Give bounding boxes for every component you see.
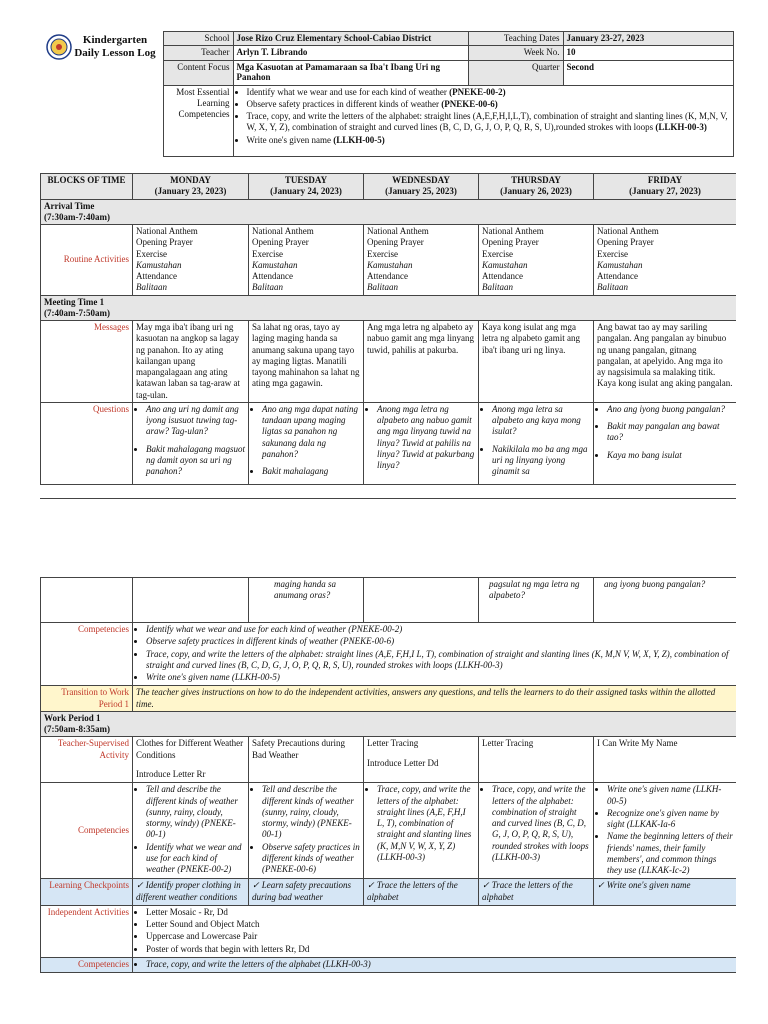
comp-wed [364, 783, 479, 879]
day-name: WEDNESDAY [392, 175, 450, 185]
mec-code: (LLKH-00-5) [333, 134, 385, 145]
checkpoint-list [482, 880, 590, 903]
page-2-table [40, 577, 736, 1024]
comp-item: • Trace, copy, and write the letters of the alphabet: combination of straight and curved lines (B, C, D, G, J, O, P, Q, R, S, U), rounded strokes with loops (LLKH-00-3) [492, 784, 590, 863]
routine-item: Opening Prayer [482, 237, 539, 248]
checkpoint-item: ✓ Trace the letters of the alphabet [482, 880, 590, 903]
comp-item: • Name the beginning letters of their friends' names, their family members', and common things they use (LLKAK-Ic-2) [607, 831, 733, 876]
question-item: • Ano ang mga dapat nating tandaan upang maging ligtas sa panahon ng sakunang dala ng panahon? [262, 404, 360, 460]
header [40, 31, 733, 157]
routine-item: National Anthem [482, 226, 544, 236]
questions-wed [364, 402, 479, 485]
tsa-wed [364, 737, 479, 783]
checkpoint-item: ✓ Write one's given name [597, 880, 733, 891]
questions-fri [594, 402, 737, 485]
question-item: • Anong mga letra ng alpabeto ang nabuo gamit ang mga linyang tuwid na linya? Tuwid at pahilis na linya? Tuwid at pakurbang linya? [377, 404, 475, 472]
question-list [136, 404, 245, 478]
lc-mon [133, 879, 249, 906]
routine-item: Attendance [482, 271, 523, 281]
activity-item: • Poster of words that begin with letters Rr, Dd [146, 944, 733, 955]
messages-row [41, 321, 737, 403]
activity-item: • Uppercase and Lowercase Pair [146, 931, 733, 942]
competency-item: • Trace, copy, and write the letters of the alphabet: straight lines (A,E, F,H,I L, T), combination of straight and slanting lines (K, M,N V, W, X, Y, Z), combination of straight and curved lines (B, C, D, G, J, O, P, Q, R, S, U), rounded strokes with loops (LLKH-00-3) [146, 649, 733, 672]
checkpoint-list [252, 880, 360, 903]
day-date: (January 26, 2023) [500, 186, 572, 197]
question-item: • Ano ang iyong buong pangalan? [607, 404, 733, 415]
last-comp-label: Competencies [41, 957, 133, 972]
routine-label: Routine Activities [41, 225, 133, 296]
routine-item: Kamustahan [597, 259, 643, 270]
meeting-time: (7:40am-7:50am) [44, 307, 110, 318]
comp-tue [249, 783, 364, 879]
routine-item: National Anthem [597, 226, 659, 236]
blocks-header: BLOCKS OF TIME [41, 174, 133, 200]
transition-row [41, 686, 737, 712]
arrival-row [41, 199, 737, 225]
days-header-row [41, 174, 737, 200]
last-row [41, 957, 737, 972]
comp-item: • Identify what we wear and use for each kind of weather (PNEKE-00-2) [146, 842, 245, 876]
tsa-title: Safety Precautions during Bad Weather [252, 738, 345, 760]
competencies-cell [133, 623, 737, 686]
lc-row [41, 879, 737, 906]
mec-label: Most Essential Learning Competencies [163, 85, 233, 156]
mec-item [247, 99, 730, 110]
routine-item: Attendance [136, 271, 177, 281]
comp-list [597, 784, 733, 876]
competency-item: • Observe safety practices in different kinds of weather (PNEKE-00-6) [146, 636, 733, 647]
carry-label [41, 578, 133, 623]
lc-label: Learning Checkpoints [41, 879, 133, 906]
work-period-time: (7:50am-8:35am) [44, 724, 110, 734]
mec-text: Write one's given name [246, 134, 334, 145]
teacher-label: Teacher [163, 46, 233, 60]
checkpoint-item: ✓ Identify proper clothing in different weather conditions [136, 880, 245, 903]
mec-text: Observe safety practices in different kinds of weather [246, 98, 442, 109]
lc-tue [249, 879, 364, 906]
mec-code: (PNEKE-00-6) [441, 98, 498, 109]
routine-item: Exercise [367, 248, 398, 259]
comp-list [252, 784, 360, 875]
activity-item: • Letter Mosaic - Rr, Dd [146, 907, 733, 918]
checkpoint-item: ✓ Trace the letters of the alphabet [367, 880, 475, 903]
day-date: (January 24, 2023) [270, 186, 342, 197]
competency-item: • Write one's given name (LLKH-00-5) [146, 672, 733, 683]
transition-text: The teacher gives instructions on how to do the independent activities, answers any questions, and tells the learners to do their assigned tasks within the allotted time. [133, 686, 737, 712]
questions-label: Questions [41, 402, 133, 485]
focus-value: Mga Kasuotan at Pamamaraan sa Iba't Ibang Uri ng Panahon [233, 60, 468, 85]
day-date: (January 27, 2023) [629, 186, 701, 197]
tsa-tue [249, 737, 364, 783]
mec-code: (PNEKE-00-2) [449, 86, 506, 97]
routine-item: Attendance [252, 271, 293, 281]
school-label: School [163, 32, 233, 46]
lc-thu [479, 879, 594, 906]
message-thu: Kaya kong isulat ang mga letra ng alpabeto gamit ang iba't ibang uri ng linya. [479, 321, 594, 403]
question-list [482, 404, 590, 478]
dll-table-1 [40, 173, 736, 485]
arrival-time: (7:30am-7:40am) [44, 211, 110, 222]
day-header-thu [479, 174, 594, 200]
questions-mon [133, 402, 249, 485]
questions-tue [249, 402, 364, 485]
routine-item: Exercise [597, 248, 628, 259]
work-period-row [41, 711, 737, 737]
routine-item: Exercise [136, 248, 167, 259]
routine-item: Balitaan [482, 282, 513, 293]
routine-item: Opening Prayer [136, 237, 193, 248]
routine-cell-fri [594, 225, 737, 296]
comp-list [482, 784, 590, 863]
routine-item: Exercise [482, 248, 513, 259]
work-period-cell [41, 711, 737, 737]
routine-row [41, 225, 737, 296]
routine-item: Balitaan [252, 282, 283, 293]
comp-item: • Trace, copy, and write the letters of the alphabet: straight lines (A,E, F,H,I L, T), combination of straight and slanting lines (K, M,N V, W, X, Y, Z) (LLKH-00-3) [377, 784, 475, 863]
carry-mon [133, 578, 249, 623]
meeting-cell [41, 295, 737, 321]
carry-wed [364, 578, 479, 623]
tsa-row [41, 737, 737, 783]
last-comp-item: • Trace, copy, and write the letters of the alphabet (LLKH-00-3) [146, 959, 733, 970]
checkpoint-item: ✓ Learn safety precautions during bad weather [252, 880, 360, 903]
comp-item: • Tell and describe the different kinds of weather (sunny, rainy, cloudy, stormy, windy) (PNEKE-00-1) [146, 784, 245, 840]
day-name: THURSDAY [511, 175, 561, 185]
lc-fri [594, 879, 737, 906]
carry-tue: maging handa sa anumang oras? [249, 578, 364, 623]
question-item: • Ano ang uri ng damit ang iyong isusuot tuwing tag-araw? Tag-ulan? [146, 404, 245, 438]
tsa-title: Clothes for Different Weather Conditions [136, 738, 244, 760]
day-header-mon [133, 174, 249, 200]
ia-list [136, 907, 733, 955]
day-date: (January 23, 2023) [154, 186, 227, 197]
routine-item: Balitaan [136, 282, 167, 293]
ia-cell [133, 905, 737, 957]
arrival-cell [41, 199, 737, 225]
mec-text: Identify what we wear and use for each kind of weather [246, 86, 450, 97]
teacher-value: Arlyn T. Librando [233, 46, 468, 60]
mec-list [237, 87, 730, 146]
question-item: • Nakikilala mo ba ang mga uri ng linyang iyong ginamit sa [492, 444, 590, 478]
routine-cell-thu [479, 225, 594, 296]
meeting-row [41, 295, 737, 321]
school-value: Jose Rizo Cruz Elementary School-Cabiao District [233, 32, 468, 46]
focus-label: Content Focus [163, 60, 233, 85]
message-fri: Ang bawat tao ay may sariling pangalan. Ang pangalan ay binubuo ng unang pangalan, gitnang pangalan, at apelyido. Ang mga ito ay nagsisimula sa malaking titik. Kaya kong isulat ang aking pangalan. [594, 321, 737, 403]
comp-item: • Tell and describe the different kinds of weather (sunny, rainy, cloudy, stormy, windy) (PNEKE-00-1) [262, 784, 360, 840]
meeting-title: Meeting Time 1 [44, 296, 105, 307]
questions-row [41, 402, 737, 485]
checkpoint-list [367, 880, 475, 903]
question-item: • Bakit may pangalan ang bawat tao? [607, 421, 733, 444]
message-tue: Sa lahat ng oras, tayo ay laging maging handa sa anumang sakuna upang tayo ay maging ligtas. Manatili tayong mahinahon sa lahat ng ating mga gagawin. [249, 321, 364, 403]
checkpoint-list [597, 880, 733, 891]
routine-item: Exercise [252, 248, 283, 259]
competency-item: • Identify what we wear and use for each kind of weather (PNEKE-00-2) [146, 624, 733, 635]
tsa-label: Teacher-Supervised Activity [41, 737, 133, 783]
header-title [60, 34, 163, 60]
routine-item: Kamustahan [482, 259, 528, 270]
questions-thu [479, 402, 594, 485]
comp-list [367, 784, 475, 863]
transition-label: Transition to Work Period 1 [41, 686, 133, 712]
routine-item: Attendance [367, 271, 408, 281]
question-list [597, 404, 733, 461]
tsa-thu [479, 737, 594, 783]
header-table [40, 31, 734, 157]
mec-item [247, 111, 730, 134]
competencies-list [136, 624, 733, 683]
page-1-table [40, 173, 736, 499]
ia-row [41, 905, 737, 957]
tsa-sub: Introduce Letter Dd [367, 757, 439, 768]
week-label: Week No. [468, 46, 563, 60]
mec-list-cell [233, 85, 733, 156]
title-line-2: Daily Lesson Log [74, 46, 156, 59]
day-name: MONDAY [170, 175, 211, 185]
question-item: • Bakit mahalagang [262, 466, 360, 477]
mec-item [247, 87, 730, 98]
carry-fri: ang iyong buong pangalan? [594, 578, 737, 623]
routine-cell-tue [249, 225, 364, 296]
mec-code: (LLKH-00-3) [655, 122, 707, 133]
competencies-row [41, 623, 737, 686]
comp-row [41, 783, 737, 879]
day-date: (January 25, 2023) [385, 186, 457, 197]
routine-item: Opening Prayer [367, 237, 424, 248]
competencies-label: Competencies [41, 623, 133, 686]
lc-wed [364, 879, 479, 906]
routine-item: Kamustahan [367, 259, 413, 270]
dates-value: January 23-27, 2023 [563, 32, 733, 46]
checkpoint-list [136, 880, 245, 903]
activity-item: • Letter Sound and Object Match [146, 919, 733, 930]
tsa-mon [133, 737, 249, 783]
tsa-title: I Can Write My Name [597, 738, 678, 749]
work-period-title: Work Period 1 [44, 712, 101, 723]
comp-item: • Write one's given name (LLKH-00-5) [607, 784, 733, 807]
tsa-fri [594, 737, 737, 783]
mec-text: Trace, copy, and write the letters of the alphabet: straight lines (A,E,F,H,I,L,T), combination of straight and slanting lines (K, M,N, V, W, X, Y, Z), combination of straight and curved lines (B, C, D, G, J, O, P, Q, R, S, U),rounded strokes with loops [246, 111, 728, 133]
message-mon: May mga iba't ibang uri ng kasuotan na angkop sa lagay ng panahon. Ito ay ating kailangan upang mapangalagaan ang ating katawan laban sa tag-araw at tag-ulan. [133, 321, 249, 403]
carry-row [41, 578, 737, 623]
routine-item: Balitaan [367, 282, 398, 293]
day-header-fri [594, 174, 737, 200]
dll-table-2 [40, 577, 736, 973]
quarter-value: Second [563, 60, 733, 85]
message-wed: Ang mga letra ng alpabeto ay nabuo gamit ang mga linyang tuwid, pahilis at pakurba. [364, 321, 479, 403]
comp-item: • Recognize one's given name by sight (LLKAK-Ia-6 [607, 808, 733, 831]
comp-fri [594, 783, 737, 879]
routine-item: Balitaan [597, 282, 628, 293]
routine-item: Opening Prayer [597, 237, 654, 248]
ia-label: Independent Activities [41, 905, 133, 957]
routine-item: National Anthem [252, 226, 314, 236]
title-line-1: Kindergarten [82, 33, 148, 46]
routine-cell-wed [364, 225, 479, 296]
routine-item: National Anthem [136, 226, 198, 236]
comp-list [136, 784, 245, 875]
question-list [252, 404, 360, 478]
comp-item: • Observe safety practices in different kinds of weather (PNEKE-00-6) [262, 842, 360, 876]
day-header-wed [364, 174, 479, 200]
routine-item: Kamustahan [252, 259, 298, 270]
week-value: 10 [563, 46, 733, 60]
mec-item [247, 135, 730, 146]
messages-label: Messages [41, 321, 133, 403]
dates-label: Teaching Dates [468, 32, 563, 46]
comp-label: Competencies [41, 783, 133, 879]
day-name: FRIDAY [647, 175, 683, 185]
routine-item: National Anthem [367, 226, 429, 236]
routine-item: Attendance [597, 271, 638, 281]
tsa-sub: Introduce Letter Rr [136, 768, 206, 779]
routine-item: Opening Prayer [252, 237, 309, 248]
question-item: • Bakit mahalagang magsuot ng damit ayon sa uri ng panahon? [146, 444, 245, 478]
day-name: TUESDAY [284, 175, 328, 185]
routine-item: Kamustahan [136, 259, 182, 270]
comp-thu [479, 783, 594, 879]
header-title-cell [40, 32, 163, 157]
tsa-title: Letter Tracing [482, 738, 534, 749]
question-list [367, 404, 475, 472]
question-item: • Kaya mo bang isulat [607, 450, 733, 461]
comp-mon [133, 783, 249, 879]
routine-cell-mon [133, 225, 249, 296]
quarter-label: Quarter [468, 60, 563, 85]
question-item: • Anong mga letra sa alpabeto ang kaya mong isulat? [492, 404, 590, 438]
last-comp-cell [133, 957, 737, 972]
carry-thu: pagsulat ng mga letra ng alpabeto? [479, 578, 594, 623]
tsa-title: Letter Tracing [367, 738, 419, 749]
arrival-title: Arrival Time [44, 200, 95, 211]
day-header-tue [249, 174, 364, 200]
